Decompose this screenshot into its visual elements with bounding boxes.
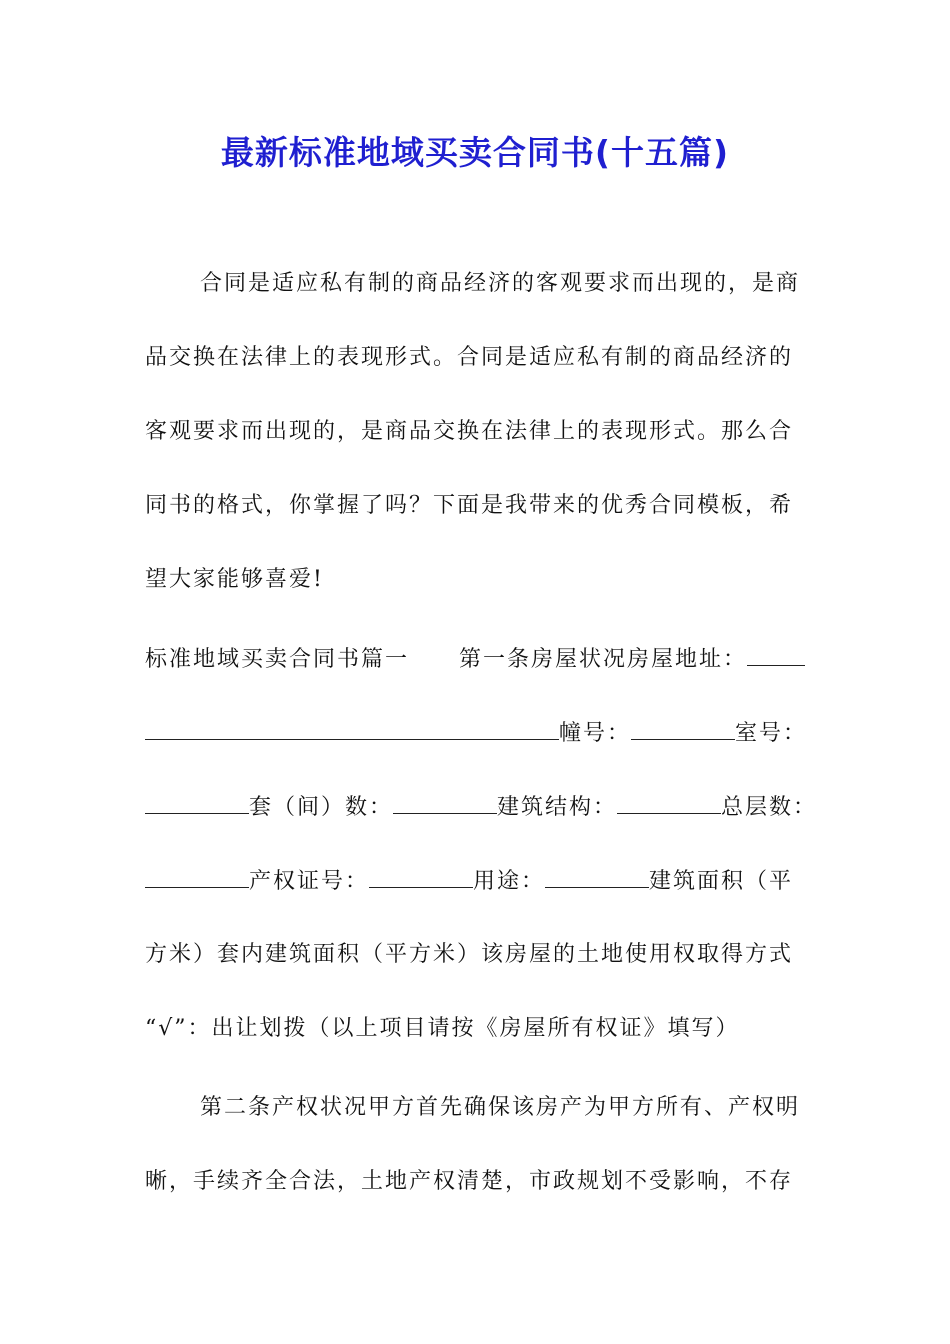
usage-blank [545,865,649,888]
section-heading: 标准地域买卖合同书篇一 [145,647,410,672]
intro-line-4: 同书的格式，你掌握了吗？下面是我带来的优秀合同模板，希 [145,493,794,518]
usage-label: 用途： [473,869,546,894]
article1-line-4 [145,865,815,898]
building-no-blank [631,717,735,740]
article1-line-5: 方米）套内建筑面积（平方米）该房屋的土地使用权取得方式 [145,942,794,967]
article2-line-1: 第二条产权状况甲方首先确保该房产为甲方所有、产权明 [200,1095,801,1120]
units-label: 套（间）数： [249,795,394,820]
certificate-label: 产权证号： [249,869,370,894]
intro-line-5: 望大家能够喜爱! [145,567,324,592]
structure-label: 建筑结构： [497,795,618,820]
document-title: 最新标准地域买卖合同书(十五篇) [220,133,730,172]
address-blank-continued [145,717,559,740]
total-floors-label: 总层数： [721,795,818,820]
area-label: 建筑面积（平 [649,869,794,894]
intro-line-3: 客观要求而出现的，是商品交换在法律上的表现形式。那么合 [145,419,794,444]
total-floors-blank [145,865,249,888]
room-no-label: 室号： [735,721,808,746]
article1-line-6: “√”：出让划拨（以上项目请按《房屋所有权证》填写） [145,1016,740,1041]
article1-address-label: 第一条房屋状况房屋地址： [459,647,748,672]
section-heading-line [145,643,815,676]
intro-line-2: 品交换在法律上的表现形式。合同是适应私有制的商品经济的 [145,345,794,370]
room-no-blank [145,791,249,814]
address-blank [747,643,805,666]
article1-line-2 [145,717,815,750]
units-blank [393,791,497,814]
article2-line-2: 晰，手续齐全合法，土地产权清楚，市政规划不受影响，不存 [145,1169,794,1194]
structure-blank [617,791,721,814]
certificate-blank [369,865,473,888]
intro-line-1: 合同是适应私有制的商品经济的客观要求而出现的，是商 [200,271,801,296]
article1-line-3 [145,791,818,824]
building-no-label: 幢号： [559,721,632,746]
